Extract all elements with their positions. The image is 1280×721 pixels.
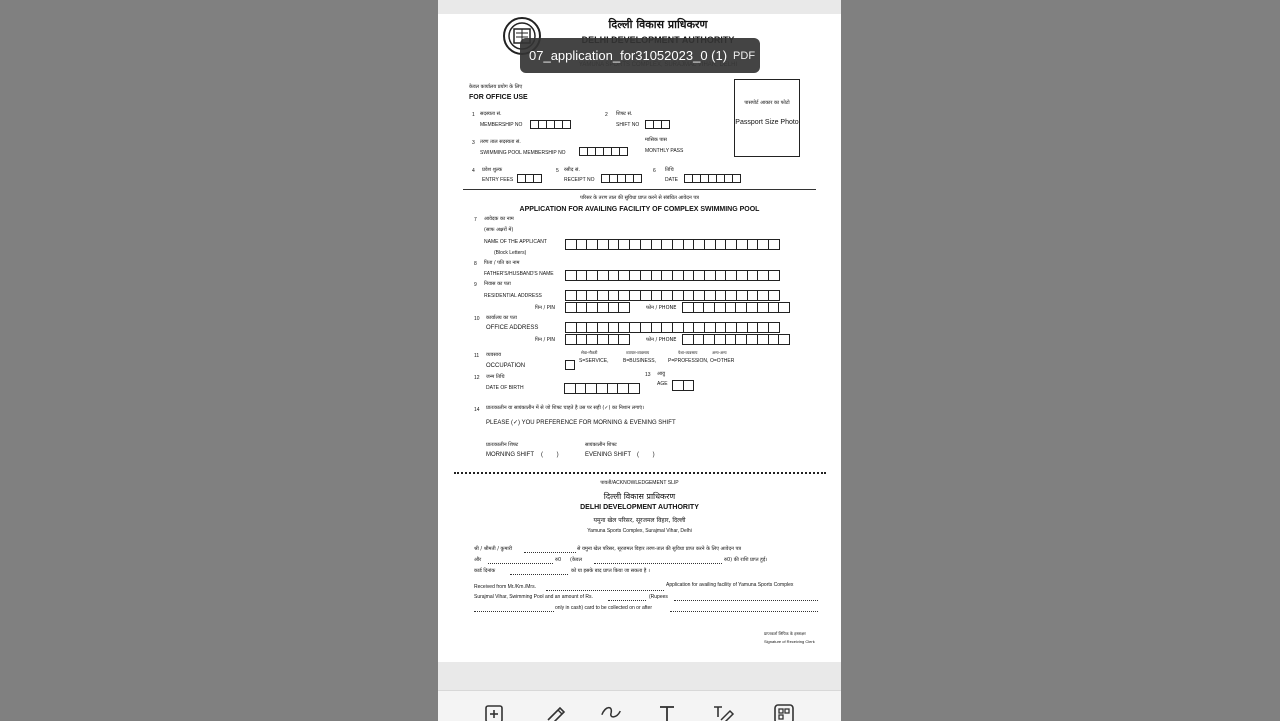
office-address-label: OFFICE ADDRESS [486, 325, 539, 331]
more-tools-icon[interactable] [772, 703, 796, 721]
preference-hindi: प्रातःकालीन या सायंकालीन में से जो शिफ्ट चाहते है उस पर सही (✓) का निशान लगाएं। [486, 405, 645, 411]
office-pin-boxes[interactable] [565, 334, 629, 345]
date-boxes[interactable] [684, 174, 740, 183]
slip-hindi-text: से यमुना खेल परिसर, सूरजमल विहार तरण-ताल की सुविधा प्राप्त करने के लिए आवेदन पत्र [577, 546, 742, 552]
blank-line[interactable] [510, 574, 568, 575]
blank-line[interactable] [524, 552, 576, 553]
option-hindi: व्यापार-व्यवसाय [626, 350, 650, 355]
receipt-no-boxes[interactable] [601, 174, 641, 183]
membership-no-boxes[interactable] [530, 120, 570, 129]
item-number: 7 [474, 217, 477, 223]
father-name-hindi: पिता / पति का नाम [484, 260, 520, 266]
blank-line[interactable] [488, 563, 553, 564]
father-name-boxes[interactable] [565, 270, 779, 281]
slip-hindi-text: (केवल [570, 557, 582, 563]
date-label: DATE [665, 177, 678, 183]
name-hindi: आवेदक का नाम [484, 216, 514, 222]
age-boxes[interactable] [672, 380, 693, 391]
item-number: 8 [474, 261, 477, 267]
name-label: NAME OF THE APPLICANT [484, 239, 547, 245]
pool-membership-boxes[interactable] [579, 147, 627, 156]
pen-icon[interactable] [544, 703, 568, 721]
item-number: 12 [474, 375, 480, 381]
receipt-no-hindi: रसीद सं. [564, 167, 580, 173]
signature-icon[interactable] [600, 703, 624, 721]
blank-line[interactable] [594, 563, 722, 564]
monthly-pass-hindi: मासिक पास [645, 137, 667, 143]
dob-boxes[interactable] [564, 383, 639, 394]
occupation-label: OCCUPATION [486, 363, 526, 369]
slip-complex: Yamuna Sports Complex, Surajmal Vihar, Delhi [587, 528, 692, 534]
slip-hindi-text: रु0 [555, 557, 562, 563]
address-boxes-row1[interactable] [565, 290, 779, 301]
father-name-label: FATHER'S/HUSBAND'S NAME [484, 271, 554, 277]
entry-fees-boxes[interactable] [517, 174, 541, 183]
item-number: 5 [556, 168, 559, 174]
evening-shift-hindi: सायंकालीन शिफ्ट [585, 442, 617, 448]
item-number: 10 [474, 316, 480, 322]
file-name-tooltip [520, 38, 760, 73]
item-number: 9 [474, 282, 477, 288]
file-type: PDF [733, 49, 756, 62]
pool-membership-label: SWIMMING POOL MEMBERSHIP NO [480, 150, 566, 156]
entry-fees-hindi: प्रवेश शुल्क [482, 167, 503, 173]
office-address-boxes[interactable] [565, 322, 779, 333]
slip-english-text: (Rupees [649, 594, 668, 600]
slip-hindi-text: रु0) की राशि प्राप्त हुई। [724, 557, 768, 563]
age-label: AGE [657, 381, 668, 387]
entry-fees-label: ENTRY FEES [482, 177, 514, 183]
dob-label: DATE OF BIRTH [486, 385, 524, 391]
blank-line[interactable] [674, 600, 818, 601]
option-hindi: अन्य-अन्य [712, 350, 727, 355]
left-background [0, 0, 438, 720]
photo-label: Passport Size Photo [735, 119, 799, 126]
edit-toolbar [438, 690, 841, 721]
office-use-hindi: केवल कार्यालय प्रयोग के लिए [469, 84, 523, 90]
item-number: 13 [645, 372, 651, 378]
item-number: 14 [474, 407, 480, 413]
address-hindi: निवास का पता [484, 281, 511, 287]
preference-label: PLEASE (✓) YOU PREFERENCE FOR MORNING & EVENING SHIFT [486, 420, 676, 426]
monthly-pass-label: MONTHLY PASS [645, 148, 684, 154]
office-address-hindi: कार्यालय का पता [486, 315, 517, 321]
slip-hindi-text: को या इसके बाद प्राप्त किया जा सकता है । [571, 568, 650, 574]
date-hindi: तिथि [665, 167, 674, 173]
morning-shift-check[interactable]: ( ) [541, 452, 565, 458]
slip-org-english: DELHI DEVELOPMENT AUTHORITY [580, 504, 699, 511]
pdf-viewer[interactable] [438, 0, 841, 720]
slip-org-hindi: दिल्ली विकास प्राधिकरण [603, 492, 676, 501]
address-label: RESIDENTIAL ADDRESS [484, 293, 542, 299]
blank-line[interactable] [546, 590, 664, 591]
blank-line[interactable] [608, 600, 646, 601]
name-note: (Block Letters) [494, 250, 527, 256]
slip-hindi-text: और [474, 557, 482, 563]
phone-label: फोन / PHONE [646, 337, 677, 343]
cut-line [454, 472, 826, 474]
photo-hindi: पासपोर्ट आकार का फोटो [744, 100, 790, 106]
slip-complex-hindi: यमुना खेल परिसर, सूरजमल विहार, दिल्ली [593, 517, 686, 524]
ack-slip-title: पावती/ACKNOWLEDGEMENT SLIP [600, 480, 679, 486]
signature-label: Signature of Receiving Clerk [764, 639, 815, 644]
age-hindi: आयु [657, 371, 666, 377]
pin-label: पिन / PIN [535, 305, 556, 311]
shift-no-hindi: शिफ्ट सं. [616, 111, 633, 117]
occupation-profession: P=PROFESSION, [668, 358, 709, 364]
address-phone-boxes[interactable] [682, 302, 789, 313]
applicant-name-boxes[interactable] [565, 239, 779, 250]
item-number: 2 [605, 112, 608, 118]
morning-shift-label: MORNING SHIFT [486, 452, 534, 458]
shift-no-boxes[interactable] [645, 120, 669, 129]
phone-label: फोन / PHONE [646, 305, 677, 311]
slip-english-text: Surajmal Vihar, Swimming Pool and an amount of Rs. [474, 594, 593, 600]
occupation-hindi: व्यवसाय [486, 352, 501, 358]
evening-shift-check[interactable]: ( ) [637, 452, 661, 458]
occupation-service: S=SERVICE, [579, 358, 609, 364]
divider [463, 189, 816, 190]
blank-line[interactable] [474, 611, 554, 612]
occupation-box[interactable] [565, 360, 574, 370]
file-name: 07_application_for31052023_0 (1) [529, 48, 728, 63]
blank-line[interactable] [670, 611, 818, 612]
name-hindi-note: (साफ अक्षरों में) [484, 227, 514, 233]
option-hindi: सेवा-नौकरी [581, 350, 598, 355]
item-number: 6 [653, 168, 656, 174]
slip-english-text: Application for availing facility of Yamuna Sports Complex [666, 582, 794, 588]
morning-shift-hindi: प्रातःकालीन शिफ्ट [486, 442, 519, 448]
item-number: 4 [472, 168, 475, 174]
dob-hindi: जन्म तिथि [486, 374, 505, 380]
option-hindi: पेशा-व्यवसाय [678, 350, 698, 355]
item-number: 1 [472, 112, 475, 118]
org-name-hindi: दिल्ली विकास प्राधिकरण [608, 18, 708, 31]
office-use-label: FOR OFFICE USE [469, 94, 528, 101]
signature-hindi: प्राप्तकर्ता लिपिक के हस्ताक्षर [764, 631, 806, 636]
address-pin-boxes[interactable] [565, 302, 629, 313]
pin-label: पिन / PIN [535, 337, 556, 343]
slip-english-text: only in cash) card to be collected on or after [555, 605, 652, 611]
shift-no-label: SHIFT NO [616, 122, 640, 128]
add-page-icon[interactable] [482, 703, 506, 721]
edit-text-icon[interactable] [711, 703, 735, 721]
membership-no-label: MEMBERSHIP NO [480, 122, 523, 128]
slip-english-text: Received from Mr./Km./Mrs. [474, 584, 536, 590]
occupation-business: B=BUSINESS, [623, 358, 656, 364]
right-background [841, 0, 1280, 720]
pool-membership-hindi: तरण ताल सदस्यता सं. [480, 139, 521, 145]
item-number: 3 [472, 140, 475, 146]
membership-no-hindi: सदस्यता सं. [480, 111, 502, 117]
passport-photo-box [734, 79, 800, 157]
office-phone-boxes[interactable] [682, 334, 789, 345]
slip-hindi-text: कार्ड दिनांक [474, 568, 496, 574]
item-number: 11 [474, 353, 480, 359]
slip-hindi-text: श्री / श्रीमती / कुमारी [474, 546, 512, 552]
application-title: APPLICATION FOR AVAILING FACILITY OF COMPLEX SWIMMING POOL [519, 206, 760, 213]
evening-shift-label: EVENING SHIFT [585, 452, 632, 458]
text-tool-icon[interactable] [655, 703, 679, 721]
occupation-other: O=OTHER [710, 358, 735, 364]
application-title-hindi: परिसर के तरण ताल की सुविधा प्राप्त करने से संबंधित आवेदन पत्र [580, 195, 699, 201]
receipt-no-label: RECEIPT NO [564, 177, 595, 183]
pdf-page [438, 14, 841, 662]
